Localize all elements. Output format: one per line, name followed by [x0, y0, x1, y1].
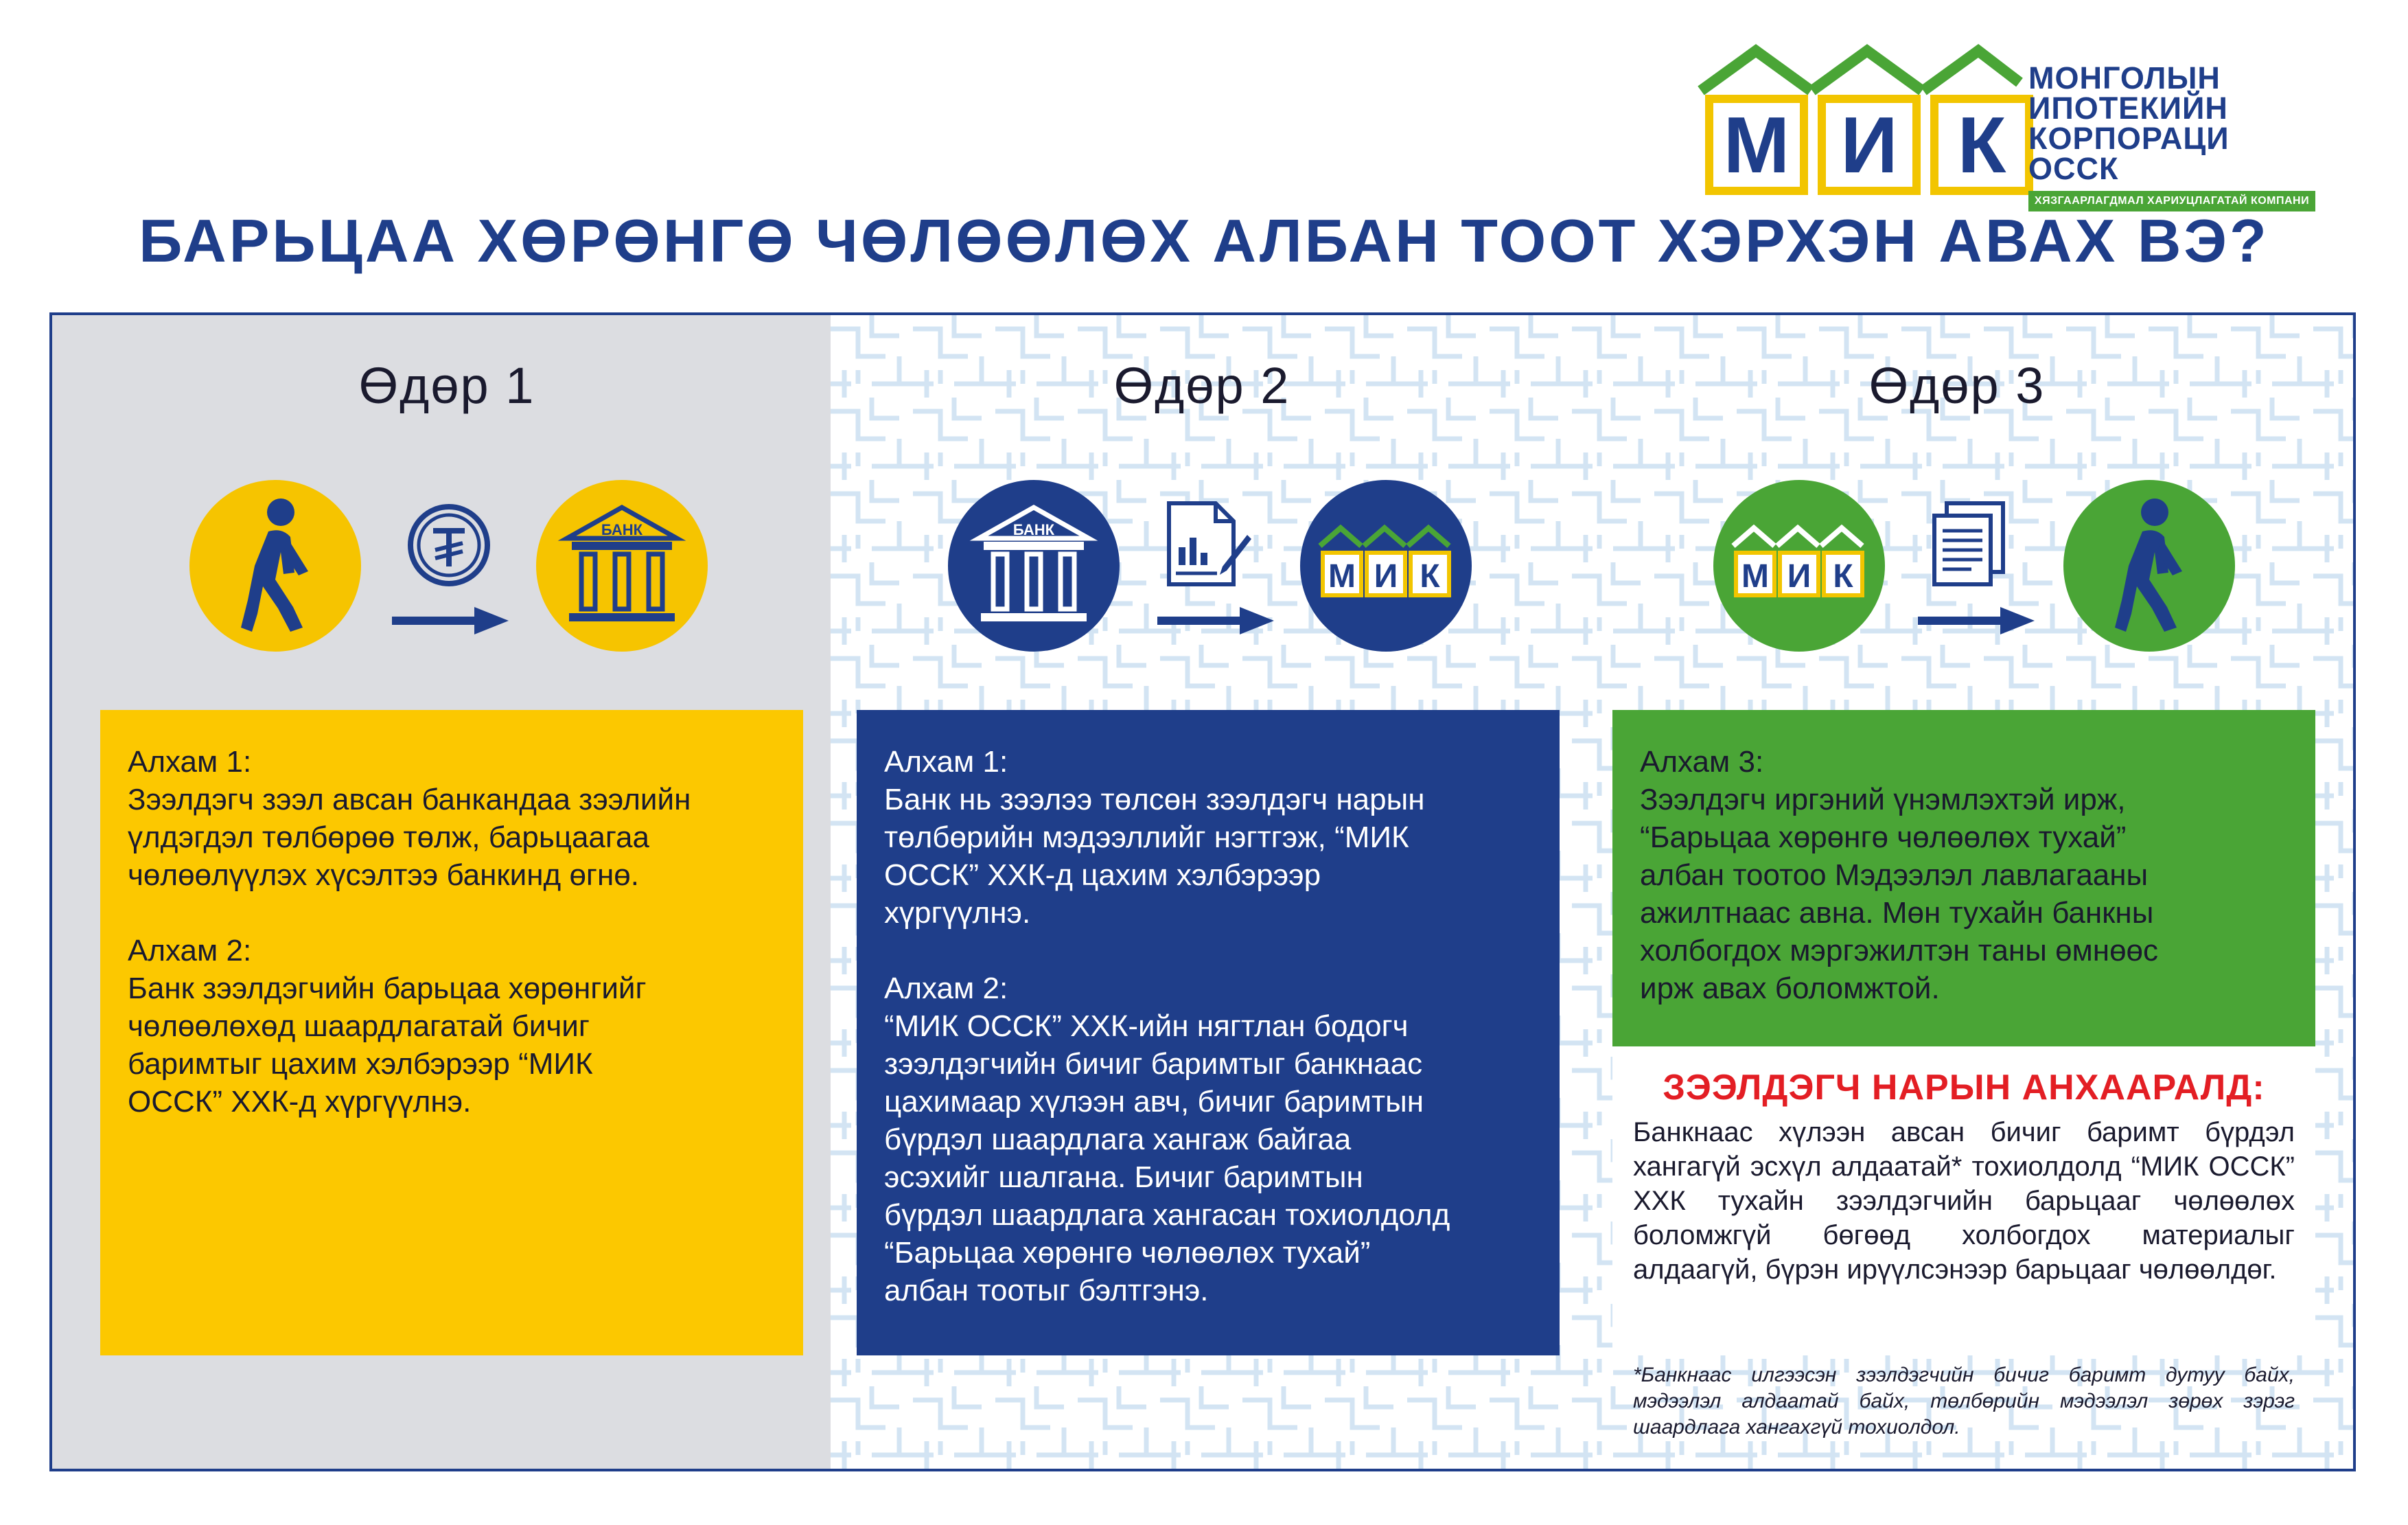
step-title: Алхам 2: [128, 934, 252, 967]
bank-icon [948, 480, 1120, 652]
logo-name-line: МОНГОЛЫН [2028, 60, 2221, 95]
day1-label: Өдөр 1 [358, 357, 535, 414]
walking-person-icon [189, 480, 361, 652]
step-text-line: ирж авах боломжтой. [1640, 972, 1940, 1005]
notice-title: ЗЭЭЛДЭГЧ НАРЫН АНХААРАЛД: [1663, 1068, 2265, 1108]
step-text-line: Банк нь зээлээ төлсөн зээлдэгч нарын [884, 783, 1425, 816]
step-text-line: чөлөөлөхөд шаардлагатай бичиг [128, 1009, 590, 1043]
borrower-notice [1612, 1046, 2315, 1355]
step-text-line: “Барьцаа хөрөнгө чөлөөлөх тухай” [1640, 821, 2127, 854]
step-text-line: ажилтнаас авна. Мөн тухайн банкны [1640, 896, 2154, 930]
step-text-line: “МИК ОССК” ХХК-ийн нягтлан бодогч [884, 1009, 1409, 1043]
day1-steps-card [100, 710, 803, 1355]
step-text-line: хүргүүлнэ. [884, 896, 1031, 930]
bank-icon [536, 480, 708, 652]
mik-icon-letter: М [1741, 558, 1769, 595]
mik-icon-letter: И [1374, 558, 1398, 595]
arrow-right-icon [392, 607, 509, 634]
logo-company-name [2028, 60, 2324, 186]
logo-name-line: ИПОТЕКИЙН [2028, 91, 2228, 126]
page-title: БАРЬЦАА ХӨРӨНГӨ ЧӨЛӨӨЛӨХ АЛБАН ТООТ ХЭРХЭН АВАХ ВЭ? [139, 207, 2269, 275]
step-text-line: албан тоотыг бэлтгэнэ. [884, 1274, 1209, 1307]
step-text-line: Зээлдэгч иргэний үнэмлэхтэй ирж, [1640, 783, 2126, 816]
step-title: Алхам 1: [884, 745, 1008, 779]
arrow-right-icon [1157, 607, 1274, 634]
mik-icon-letter: К [1420, 558, 1440, 595]
day2-steps-card [857, 710, 1560, 1355]
step-text-line: бүрдэл шаардлага хангасан тохиолдолд [884, 1198, 1450, 1232]
company-logo [1695, 41, 2313, 207]
step-text-line: эсэхийг шалгана. Бичиг баримтын [884, 1160, 1363, 1194]
step-text-line: баримтыг цахим хэлбэрээр “МИК [128, 1047, 593, 1081]
step-text-line: цахимаар хүлээн авч, бичиг баримтын [884, 1085, 1424, 1119]
step-text-line: “Барьцаа хөрөнгө чөлөөлөх тухай” [884, 1236, 1371, 1270]
day3-steps-card [1612, 710, 2315, 1046]
step-text-line: үлдэгдэл төлбөрөө төлж, барьцаагаа [128, 821, 649, 854]
bank-icon-label: БАНК [601, 521, 643, 538]
step-text-line: төлбөрийн мэдээллийг нэгтгэж, “МИК [884, 821, 1409, 854]
step-text-line: чөлөөлүүлэх хүсэлтээ банкинд өгнө. [128, 858, 639, 892]
walking-person-icon [2063, 480, 2235, 652]
logo-subtitle: ХЯЗГААРЛАГДМАЛ ХАРИУЦЛАГАТАЙ КОМПАНИ [2028, 191, 2315, 211]
bank-icon-label: БАНК [1012, 521, 1055, 538]
step-text-line: ОССК” ХХК-д цахим хэлбэрээр [884, 858, 1321, 892]
mik-icon-letter: К [1833, 558, 1853, 595]
mik-logo-icon [1300, 480, 1472, 652]
logo-name-line: КОРПОРАЦИ ОССК [2028, 121, 2230, 186]
step-text-line: холбогдох мэргэжилтэн таны өмнөөс [1640, 934, 2159, 967]
footnote: *Банкнаас илгээсэн зээлдэгчийн бичиг баримт дутуу байх, мэдээлэл алдаатай байх, төлбөрийн мэдээлэл зөрөх зэрэг шаардлага хангахгүй тохиолдол. [1633, 1364, 2295, 1438]
tugrik-coin-icon [404, 501, 494, 593]
step-text-line: Банк зээлдэгчийн барьцаа хөрөнгийг [128, 972, 647, 1005]
steps-panel [49, 312, 2356, 1471]
step-title: Алхам 2: [884, 972, 1008, 1005]
step-text-line: албан тоотоо Мэдээлэл лавлагааны [1640, 858, 2149, 892]
step-text-line: ОССК” ХХК-д хүргүүлнэ. [128, 1085, 472, 1119]
notice-text: Банкнаас хүлээн авсан бичиг баримт бүрдэл хангагүй эсхүл алдаатай* тохиолдолд “МИК ОССК” ХХК тухайн зээлдэгчийн барьцааг чөлөөлөх боломжгүй бөгөөд холбогдох материалыг алдаагүй, бүрэн ирүүлсэнээр барьцааг чөлөөлдөг. [1633, 1117, 2295, 1285]
logo-letter-m: М [1705, 95, 1808, 195]
documents-icon [1927, 499, 2010, 592]
day2-label: Өдөр 2 [1113, 357, 1290, 414]
step-text-line: бүрдэл шаардлага хангаж байгаа [884, 1123, 1352, 1156]
mik-icon-letter: М [1328, 558, 1356, 595]
step-title: Алхам 3: [1640, 745, 1764, 779]
document-chart-icon [1162, 499, 1251, 592]
logo-letter-i: И [1818, 95, 1921, 195]
day3-label: Өдөр 3 [1868, 357, 2046, 414]
step-text-line: Зээлдэгч зээл авсан банкандаа зээлийн [128, 783, 691, 816]
mik-icon-letter: И [1787, 558, 1811, 595]
logo-letter-k: К [1930, 95, 2033, 195]
step-text-line: зээлдэгчийн бичиг баримтыг банкнаас [884, 1047, 1423, 1081]
arrow-right-icon [1918, 607, 2035, 634]
step-title: Алхам 1: [128, 745, 252, 779]
mik-logo-icon [1713, 480, 1885, 652]
